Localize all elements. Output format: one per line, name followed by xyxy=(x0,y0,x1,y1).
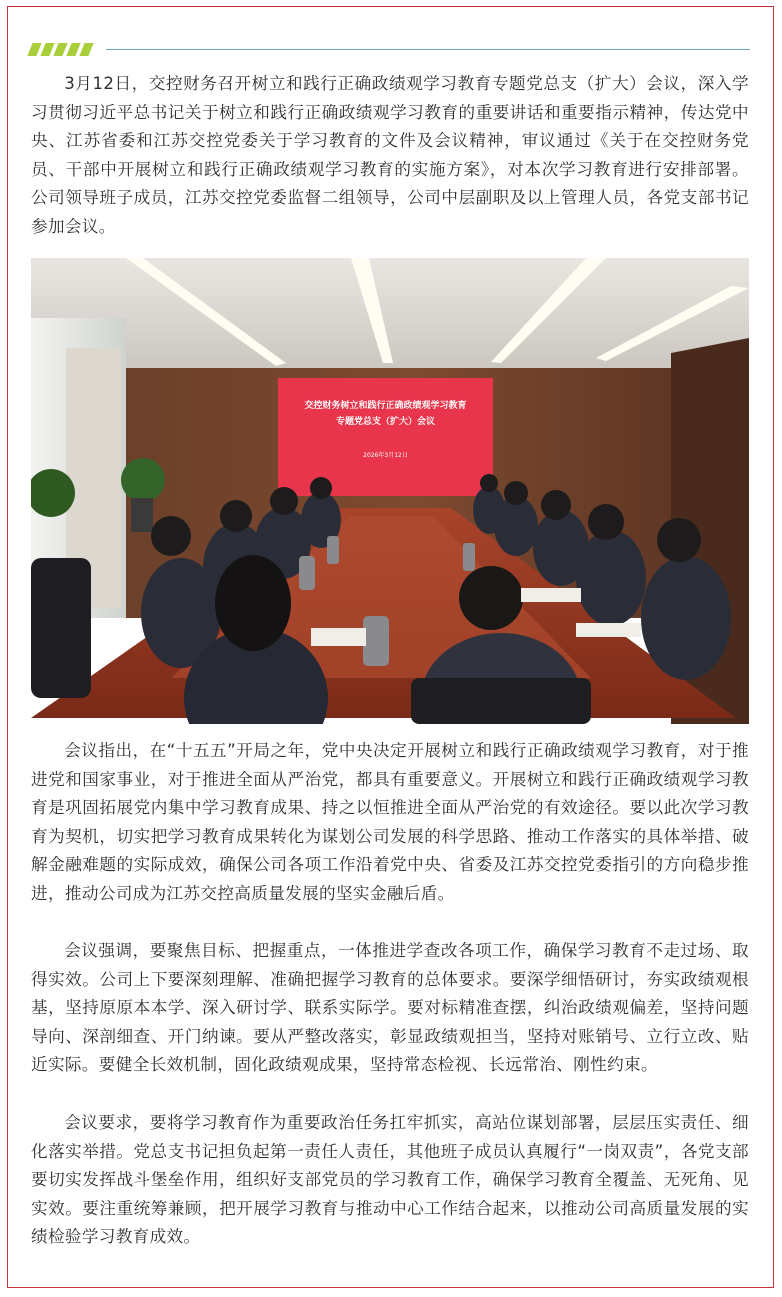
header-decoration xyxy=(30,43,750,57)
paragraph-meeting-required: 会议要求，要将学习教育作为重要政治任务扛牢抓实，高站位谋划部署，层层压实责任、细化落实举措。党总支书记担负起第一责任人责任，其他班子成员认真履行“一岗双责”，各党支部要切实发挥战斗堡垒作用，组织好支部党员的学习教育工作，确保学习教育全覆盖、无死角、见实效。要注重统筹兼顾，把开展学习教育与推动中心工作结合起来，以推动公司高质量发展的实绩检验学习教育成效。 xyxy=(31,1113,749,1247)
paragraph-meeting-noted: 会议指出，在“十五五”开局之年，党中央决定开展树立和践行正确政绩观学习教育，对于推进党和国家事业，对于推进全面从严治党，都具有重要意义。开展树立和践行正确政绩观学习教育是巩固拓展党内集中学习教育成果、持之以恒推进全面从严治党的有效途径。要以此次学习教育为契机，切实把学习教育成果转化为谋划公司发展的科学思路、推动工作落实的具体举措、破解金融难题的实际成效，确保公司各项工作沿着党中央、省委及江苏交控党委指引的方向稳步推进，推动公司成为江苏交控高质量发展的坚实金融后盾。 xyxy=(31,741,749,903)
screen-title-line1: 交控财务树立和践行正确政绩观学习教育 xyxy=(304,401,467,411)
header-rule xyxy=(106,49,750,50)
paragraph-intro: 3月12日，交控财务召开树立和践行正确政绩观学习教育专题党总支（扩大）会议，深入学习贯彻习近平总书记关于树立和践行正确政绩观学习教育的重要讲话和重要指示精神，传达党中央、江苏省委和江苏交控党委关于学习教育的文件及会议精神，审议通过《关于在交控财务党员、干部中开展树立和践行正确政绩观学习教育的实施方案》，对本次学习教育进行安排部署。公司领导班子成员，江苏交控党委监督二组领导，公司中层副职及以上管理人员，各党支部书记参加会议。 xyxy=(31,74,749,236)
paragraph-meeting-emphasized: 会议强调，要聚焦目标、把握重点，一体推进学查改各项工作，确保学习教育不走过场、取得实效。公司上下要深刻理解、准确把握学习教育的总体要求。要深学细悟研讨，夯实政绩观根基，坚持原原本本学、深入研讨学、联系实际学。要对标精准查摆，纠治政绩观偏差，坚持问题导向、深剖细查、开门纳谏。要从严整改落实，彰显政绩观担当，坚持对账销号、立行立改、贴近实际。要健全长效机制，固化政绩观成果，坚持常态检视、长远常治、刚性约束。 xyxy=(31,941,749,1075)
screen-date: 2026年3月12日 xyxy=(363,452,408,459)
red-screen xyxy=(278,378,493,496)
meeting-photo xyxy=(31,258,749,724)
stripe-accent xyxy=(30,43,91,57)
screen-title-line2: 专题党总支（扩大）会议 xyxy=(335,417,436,427)
